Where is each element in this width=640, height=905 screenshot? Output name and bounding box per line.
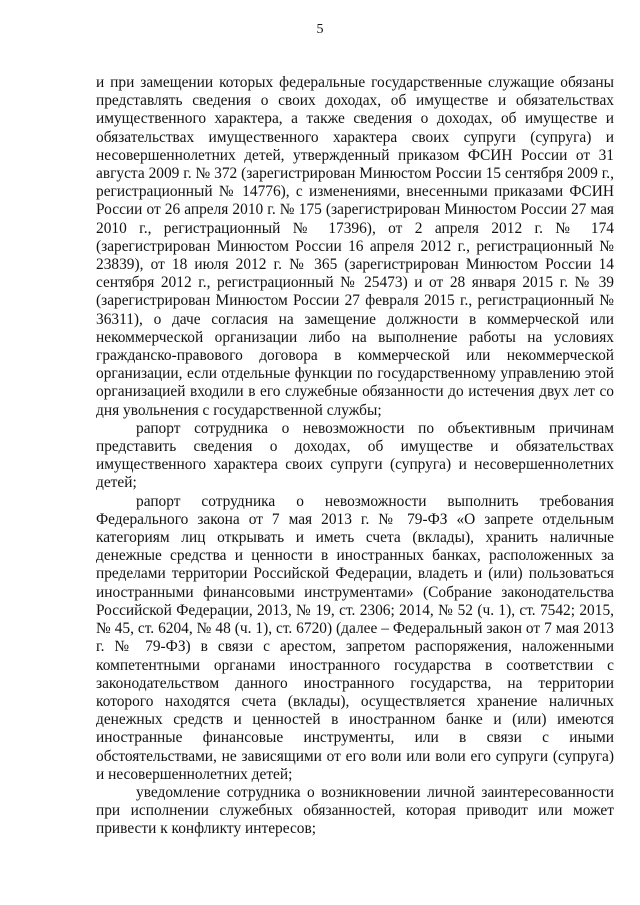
page-number: 5 <box>316 22 324 37</box>
paragraph-4: уведомление сотрудника о возникновении личной заинтересованности при исполнении служебных обязанностей, которая приводит или может привести к конфликту интересов; <box>96 783 614 838</box>
paragraph-2: рапорт сотрудника о невозможности по объективным причинам представить сведения о доходах, об имуществе и обязательствах имущественного характера своих супруги (супруга) и несовершеннолетних детей; <box>96 419 614 492</box>
document-body <box>96 74 614 839</box>
paragraph-1: и при замещении которых федеральные государственные служащие обязаны представлять сведения о своих доходах, об имуществе и обязательствах имущественного характера, а также сведения о доходах, об имуществе и обязательствах имущественного характера своих супруги (супруга) и несовершеннолетних детей, утвержденный приказом ФСИН России от 31 августа 2009 г. № 372 (зарегистрирован Минюстом России 15 сентября 2009 г., регистрационный № 14776), с изменениями, внесенными приказами ФСИН России от 26 апреля 2010 г. № 175 (зарегистрирован Минюстом России 27 мая 2010 г., регистрационный № 17396), от 2 апреля 2012 г. № 174 (зарегистрирован Минюстом России 16 апреля 2012 г., регистрационный № 23839), от 18 июля 2012 г. № 365 (зарегистрирован Минюстом России 14 сентября 2012 г., регистрационный № 25473) и от 28 января 2015 г. № 39 (зарегистрирован Минюстом России 27 февраля 2015 г., регистрационный № 36311), о даче согласия на замещение должности в коммерческой или некоммерческой организации либо на выполнение работы на условиях гражданско-правового договора в коммерческой или некоммерческой организации, если отдельные функции по государственному управлению этой организацией входили в его служебные обязанности до истечения двух лет со дня увольнения с государственной службы; <box>96 74 614 419</box>
paragraph-3: рапорт сотрудника о невозможности выполнить требования Федерального закона от 7 мая 2013 г. № 79-ФЗ «О запрете отдельным категориям лиц открывать и иметь счета (вклады), хранить наличные денежные средства и ценности в иностранных банках, расположенных за пределами территории Российской Федерации, владеть и (или) пользоваться иностранными финансовыми инструментами» (Собрание законодательства Российской Федерации, 2013, № 19, ст. 2306; 2014, № 52 (ч. 1), ст. 7542; 2015, № 45, ст. 6204, № 48 (ч. 1), ст. 6720) (далее – Федеральный закон от 7 мая 2013 г. № 79-ФЗ) в связи с арестом, запретом распоряжения, наложенными компетентными органами иностранного государства в соответствии с законодательством данного иностранного государства, на территории которого находятся счета (вклады), осуществляется хранение наличных денежных средств и ценностей в иностранном банке и (или) имеются иностранные финансовые инструменты, или в связи с иными обстоятельствами, не зависящими от его воли или воли его супруги (супруга) и несовершеннолетних детей; <box>96 492 614 783</box>
